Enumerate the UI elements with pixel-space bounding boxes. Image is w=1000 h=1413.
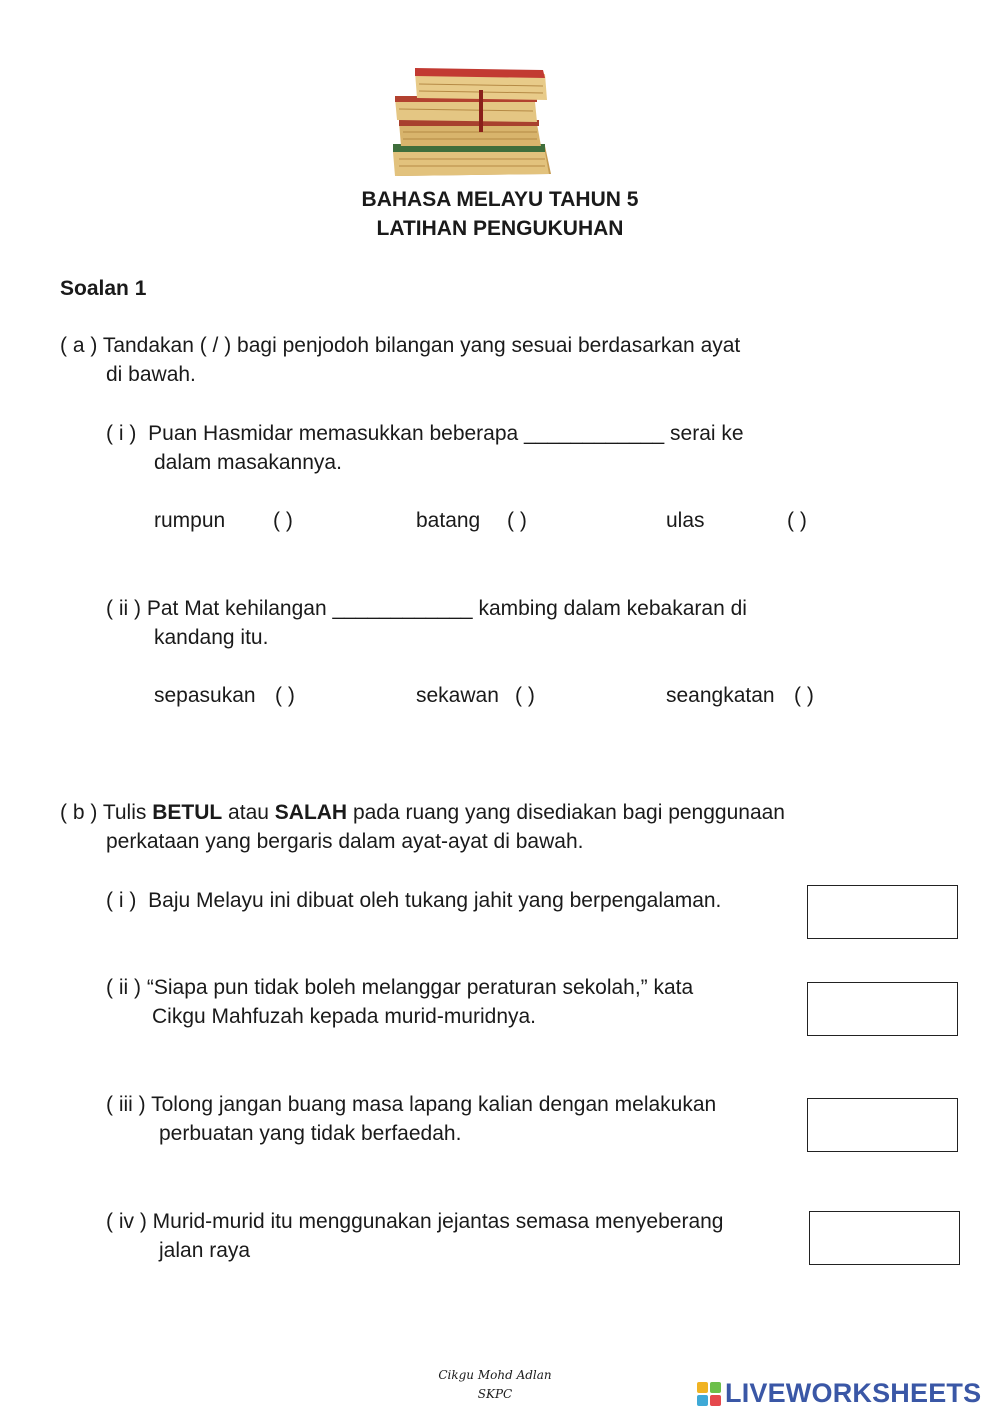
part-a-item-i-text: Puan Hasmidar memasukkan beberapa ____________ serai ke xyxy=(148,422,744,445)
option-word: sekawan xyxy=(416,684,499,707)
question-heading: Soalan 1 xyxy=(60,277,147,300)
part-b-label: ( b ) xyxy=(60,801,98,824)
part-a-item-i-line2: dalam masakannya. xyxy=(154,451,342,474)
part-b-item-i-label: ( i ) xyxy=(106,889,137,912)
option-tick-box[interactable]: ( ) xyxy=(787,509,807,532)
option-word: rumpun xyxy=(154,509,226,532)
part-b-instruction xyxy=(60,801,785,825)
part-a-item-ii-line2: kandang itu. xyxy=(154,626,269,649)
option-tick-box[interactable]: ( ) xyxy=(794,684,814,707)
page-subtitle: LATIHAN PENGUKUHAN xyxy=(376,217,624,240)
part-a-item-ii-text: Pat Mat kehilangan ____________ kambing dalam kebakaran di xyxy=(146,597,747,620)
part-b-salah: SALAH xyxy=(274,801,348,824)
part-b-item-i xyxy=(106,889,721,913)
option-word: seangkatan xyxy=(666,684,775,707)
part-b-item-iv-text: Murid-murid itu menggunakan jejantas semasa menyeberang xyxy=(152,1210,724,1233)
part-b-item-iii xyxy=(106,1093,716,1117)
part-b-item-ii-text: “Siapa pun tidak boleh melanggar peraturan sekolah,” kata xyxy=(146,976,694,999)
part-b-betul: BETUL xyxy=(152,801,223,824)
option-tick-box[interactable]: ( ) xyxy=(507,509,527,532)
option-word: batang xyxy=(416,509,481,532)
signature-name: Cikgu Mohd Adlan xyxy=(438,1368,552,1382)
part-a-item-ii xyxy=(106,597,747,621)
option-tick-box[interactable]: ( ) xyxy=(515,684,535,707)
part-b-item-i-text: Baju Melayu ini dibuat oleh tukang jahit yang berpengalaman. xyxy=(148,889,722,912)
option-tick-box[interactable]: ( ) xyxy=(275,684,295,707)
part-b-item-iv-line2: jalan raya xyxy=(159,1239,251,1262)
page-title: BAHASA MELAYU TAHUN 5 xyxy=(361,188,639,211)
part-b-item-iii-label: ( iii ) xyxy=(106,1093,146,1116)
part-a-instruction-line2: di bawah. xyxy=(106,363,196,386)
answer-box-ii[interactable] xyxy=(807,982,958,1036)
part-b-instruction-pre: Tulis xyxy=(102,801,153,824)
liveworksheets-brand: LIVEWORKSHEETS xyxy=(725,1378,982,1408)
part-a-item-i-label: ( i ) xyxy=(106,422,137,445)
liveworksheets-logo[interactable] xyxy=(697,1378,981,1409)
option-word: ulas xyxy=(666,509,705,532)
part-a-item-i xyxy=(106,422,744,446)
part-a-instruction-line1: Tandakan ( / ) bagi penjodoh bilangan yang sesuai berdasarkan ayat xyxy=(102,334,741,357)
answer-box-iv[interactable] xyxy=(809,1211,960,1265)
signature-school: SKPC xyxy=(477,1387,513,1401)
part-b-instruction-line2: perkataan yang bergaris dalam ayat-ayat di bawah. xyxy=(106,830,584,853)
part-b-item-iii-line2: perbuatan yang tidak berfaedah. xyxy=(159,1122,462,1145)
part-a-label: ( a ) xyxy=(60,334,98,357)
part-b-item-ii-label: ( ii ) xyxy=(106,976,141,999)
stack-of-books-illustration xyxy=(385,64,560,186)
part-b-instruction-mid: atau xyxy=(222,801,275,824)
part-b-item-ii-line2: Cikgu Mahfuzah kepada murid-muridnya. xyxy=(152,1005,537,1028)
part-b-item-iii-text: Tolong jangan buang masa lapang kalian dengan melakukan xyxy=(151,1093,717,1116)
part-b-item-ii xyxy=(106,976,693,1000)
answer-box-i[interactable] xyxy=(807,885,958,939)
answer-box-iii[interactable] xyxy=(807,1098,958,1152)
option-word: sepasukan xyxy=(154,684,256,707)
part-b-item-iv-label: ( iv ) xyxy=(106,1210,147,1233)
liveworksheets-logo-icon xyxy=(697,1382,723,1406)
part-a-instruction xyxy=(60,334,740,358)
part-b-item-iv xyxy=(106,1210,723,1234)
part-b-instruction-post: pada ruang yang disediakan bagi penggunaan xyxy=(347,801,785,824)
part-a-item-ii-label: ( ii ) xyxy=(106,597,141,620)
option-tick-box[interactable]: ( ) xyxy=(273,509,293,532)
